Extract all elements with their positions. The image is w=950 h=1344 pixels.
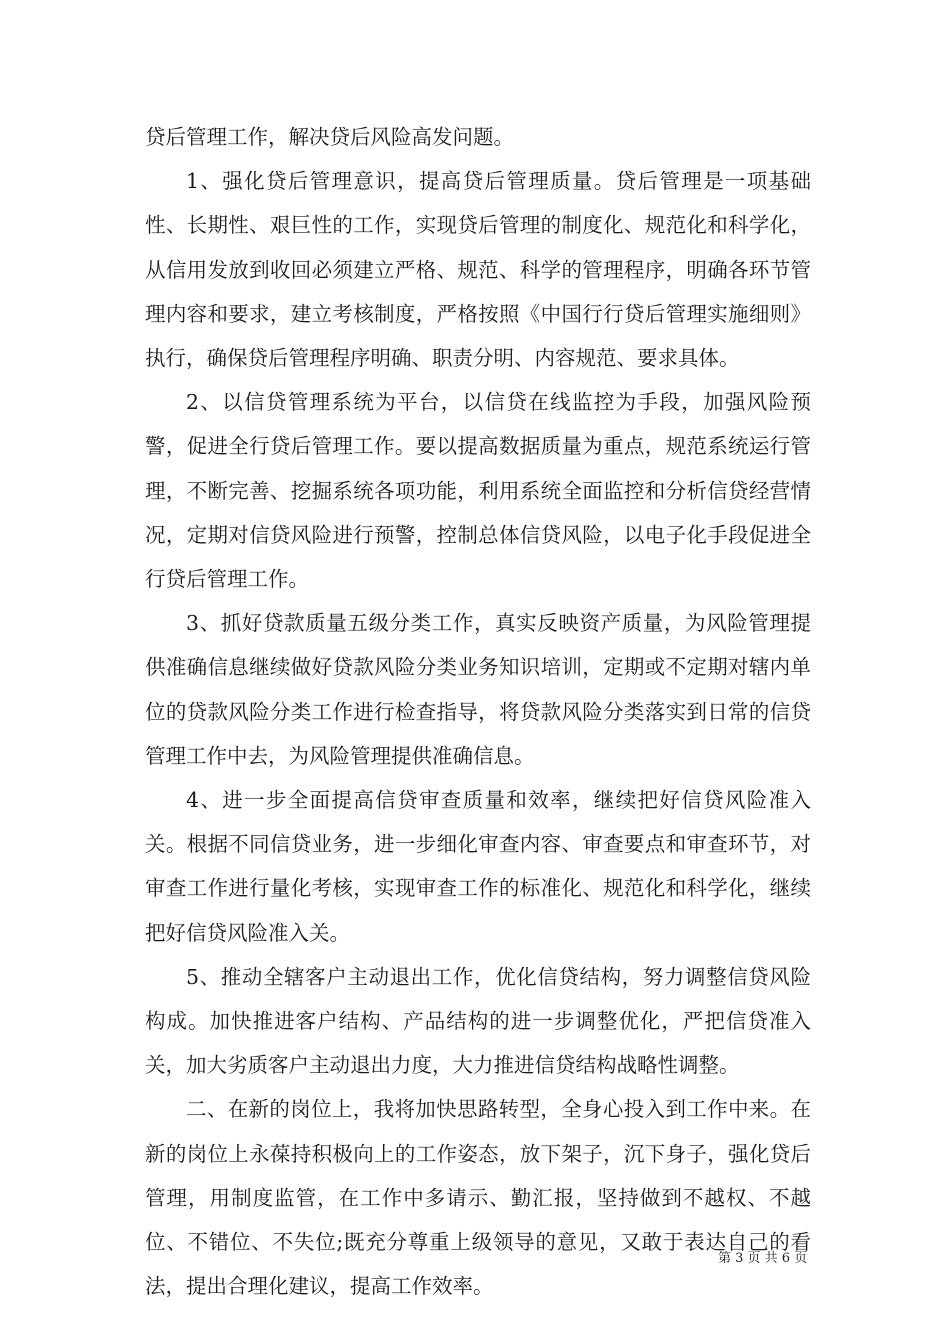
paragraph-item-5: 5、推动全辖客户主动退出工作，优化信贷结构，努力调整信贷风险构成。加快推进客户结构、产品结构的进一步调整优化，严把信贷准入关，加大劣质客户主动退出力度，大力推进信贷结构战略性调整。 — [145, 964, 811, 1078]
paragraph-item-3: 3、抓好贷款质量五级分类工作，真实反映资产质量，为风险管理提供准确信息继续做好贷款风险分类业务知识培训，定期或不定期对辖内单位的贷款风险分类工作进行检查指导，将贷款风险分类落实到日常的信贷管理工作中去，为风险管理提供准确信息。 — [145, 611, 811, 768]
paragraph-item-2: 2、以信贷管理系统为平台，以信贷在线监控为手段，加强风险预警，促进全行贷后管理工作。要以提高数据质量为重点，规范系统运行管理，不断完善、挖掘系统各项功能，利用系统全面监控和分析信贷经营情况，定期对信贷风险进行预警，控制总体信贷风险，以电子化手段促进全行贷后管理工作。 — [145, 390, 811, 592]
paragraph-item-4: 4、进一步全面提高信贷审查质量和效率，继续把好信贷风险准入关。根据不同信贷业务，进一步细化审查内容、审查要点和审查环节，对审查工作进行量化考核，实现审查工作的标准化、规范化和科学化，继续把好信贷风险准入关。 — [145, 788, 811, 945]
paragraph-continuation: 贷后管理工作，解决贷后风险高发问题。 — [145, 125, 514, 149]
page-number-footer: 第 3 页 共 6 页 — [718, 1251, 808, 1266]
document-body — [145, 115, 811, 1308]
paragraph-item-1: 1、强化贷后管理意识，提高贷后管理质量。贷后管理是一项基础性、长期性、艰巨性的工作，实现贷后管理的制度化、规范化和科学化，从信用发放到收回必须建立严格、规范、科学的管理程序，明确各环节管理内容和要求，建立考核制度，严格按照《中国行行贷后管理实施细则》执行，确保贷后管理程序明确、职责分明、内容规范、要求具体。 — [145, 169, 811, 371]
paragraph-section-2: 二、在新的岗位上，我将加快思路转型，全身心投入到工作中来。在新的岗位上永葆持积极向上的工作姿态，放下架子，沉下身子，强化贷后管理，用制度监管，在工作中多请示、勤汇报，坚持做到不越权、不越位、不错位、不失位;既充分尊重上级领导的意见，又敢于表达自己的看法，提出合理化建议，提高工作效率。 — [145, 1097, 811, 1299]
